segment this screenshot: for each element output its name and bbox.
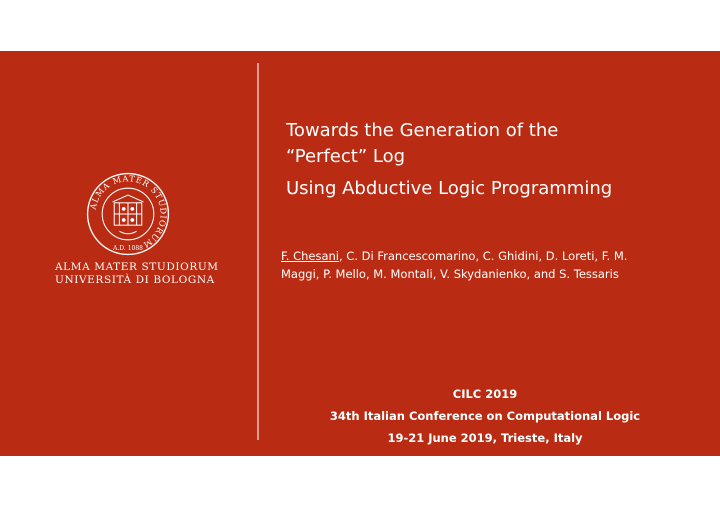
author-list — [281, 247, 701, 283]
svg-text:A.D. 1088: A.D. 1088 — [113, 245, 143, 253]
university-seal-logo — [85, 171, 171, 257]
university-name-line1: ALMA MATER STUDIORUM — [55, 261, 219, 273]
vertical-divider — [257, 63, 259, 440]
presenter-name: F. Chesani — [281, 249, 339, 263]
university-name — [55, 261, 219, 287]
authors-line1: , C. Di Francescomarino, C. Ghidini, D. Loreti, F. M. — [339, 249, 628, 263]
conference-full-name: 34th Italian Conference on Computational Logic — [329, 409, 641, 423]
title-line1: Towards the Generation of the — [286, 120, 559, 141]
conference-info — [280, 383, 690, 449]
svg-text:ALMA MATER STUDIORUM: ALMA MATER STUDIORUM — [87, 173, 169, 251]
conference-name: CILC 2019 — [452, 387, 518, 401]
conference-date-place: 19-21 June 2019, Trieste, Italy — [387, 431, 583, 445]
university-name-line2: UNIVERSITÀ DI BOLOGNA — [55, 274, 215, 286]
slide — [0, 51, 720, 456]
presentation-title — [286, 118, 706, 202]
title-subtitle: Using Abductive Logic Programming — [286, 178, 613, 199]
title-line2: “Perfect” Log — [286, 146, 406, 167]
authors-line2: Maggi, P. Mello, M. Montali, V. Skydanienko, and S. Tessaris — [281, 267, 619, 281]
